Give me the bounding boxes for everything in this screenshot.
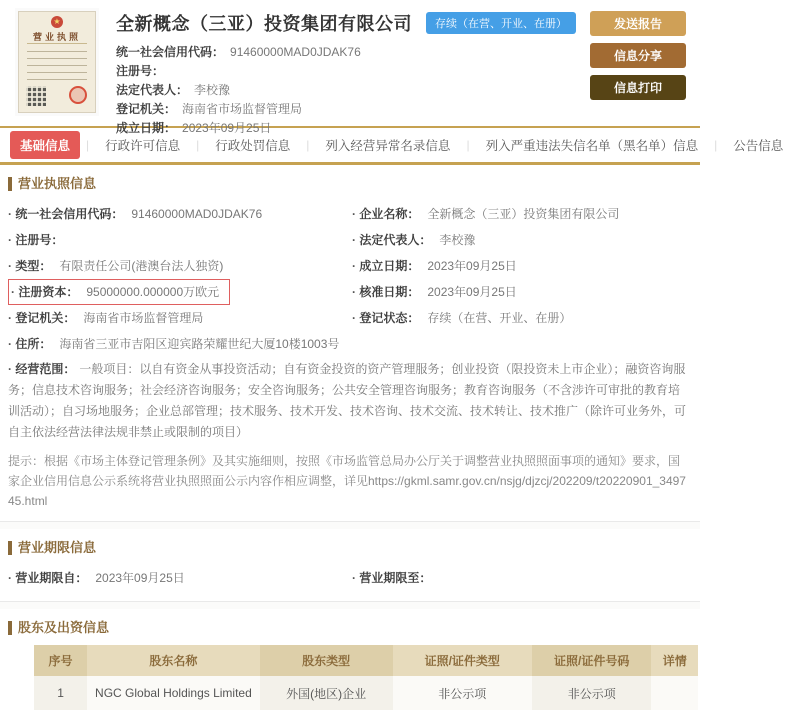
tab-admin-penalty[interactable]: 行政处罚信息 — [215, 139, 291, 153]
company-summary — [96, 8, 590, 135]
company-header — [0, 0, 700, 135]
cell-shareholder-type[interactable]: 外国(地区)企业 — [260, 676, 393, 713]
qr-code-icon — [26, 86, 46, 106]
table-header-row — [34, 645, 698, 676]
field-establish-date: · 成立日期： 2023年09月25日 — [352, 253, 686, 279]
field-approval-date: · 核准日期： 2023年09月25日 — [352, 279, 686, 305]
field-company-type: · 类型： 有限责任公司(港澳台法人独资) — [8, 253, 342, 279]
field-registry-authority: · 登记机关： 海南省市场监督管理局 — [8, 305, 342, 331]
field-reg-number: · 注册号： — [8, 227, 342, 253]
tab-announcements[interactable]: 公告信息 — [733, 139, 784, 153]
registered-capital-highlight-box: · 注册资本： 95000000.000000万欧元 — [8, 279, 230, 305]
shareholders-section-title: 股东及出资信息 — [8, 621, 686, 635]
field-registration-status: · 登记状态： 存续（在营、开业、在册） — [352, 305, 686, 331]
section-divider — [0, 601, 700, 609]
field-registered-capital — [8, 279, 342, 305]
header-field-reg-number: 注册号： — [116, 64, 165, 78]
cell-cert-number: 非公示项 — [532, 676, 652, 713]
print-info-button[interactable]: 信息打印 — [590, 75, 686, 100]
column-header-detail: 详情 — [651, 645, 698, 676]
info-tabbar — [0, 126, 784, 165]
tab-basic-info[interactable]: 基础信息 — [10, 131, 80, 159]
shareholders-table — [34, 645, 698, 716]
send-report-button[interactable]: 发送报告 — [590, 11, 686, 36]
license-section-title: 营业执照信息 — [8, 177, 686, 191]
term-section-title: 营业期限信息 — [8, 541, 686, 555]
column-header-shareholder-name: 股东名称 — [87, 645, 260, 676]
header-field-legal-rep: 法定代表人： 李校豫 — [116, 83, 231, 97]
license-fields-grid — [8, 201, 686, 331]
cell-detail — [651, 676, 698, 713]
status-badge: 存续（在营、开业、在册） — [426, 12, 576, 34]
tab-divider: | — [86, 138, 90, 152]
national-emblem-icon: ★ — [51, 16, 63, 28]
tab-divider: | — [466, 138, 470, 152]
company-name: 全新概念（三亚）投资集团有限公司 — [116, 14, 412, 34]
tab-abnormal-operations[interactable]: 列入经营异常名录信息 — [325, 139, 451, 153]
cell-shareholder-name: NGC Global Holdings Limited — [87, 676, 260, 713]
column-header-cert-number: 证照/证件号码 — [532, 645, 652, 676]
field-term-from: · 营业期限自： 2023年09月25日 — [8, 565, 342, 591]
business-term-section — [0, 529, 700, 601]
tab-divider: | — [196, 138, 200, 152]
license-hint-text: 提示：根据《市场主体登记管理条例》及其实施细则，按照《市场监管总局办公厅关于调整营业执照照面事项的通知》要求，国家企业信用信息公示系统将营业执照照面公示内容作相应调整，详见https://gkml.samr.gov.cn/nsjg/djzcj/202209/t20220901_349745.html — [8, 454, 686, 508]
field-credit-code: · 统一社会信用代码： 91460000MAD0JDAK76 — [8, 201, 342, 227]
business-license-thumbnail[interactable] — [18, 11, 96, 113]
section-divider — [0, 521, 700, 529]
tab-serious-violation-blacklist[interactable]: 列入严重违法失信名单（黑名单）信息 — [485, 139, 699, 153]
cell-cert-type: 非公示项 — [393, 676, 532, 713]
header-actions — [590, 8, 688, 120]
field-legal-rep: · 法定代表人： 李校豫 — [352, 227, 686, 253]
field-term-to: · 营业期限至： — [352, 565, 686, 591]
license-thumb-title: 营业执照 — [32, 32, 81, 42]
header-field-registry-authority: 登记机关： 海南省市场监督管理局 — [116, 102, 303, 116]
field-address: · 住所： 海南省三亚市吉阳区迎宾路荣耀世纪大厦10楼1003号 — [8, 331, 686, 357]
table-row — [34, 676, 698, 713]
tab-divider: | — [306, 138, 310, 152]
column-header-shareholder-type: 股东类型 — [260, 645, 393, 676]
red-seal-icon — [69, 86, 87, 104]
cell-index: 1 — [34, 676, 87, 713]
share-info-button[interactable]: 信息分享 — [590, 43, 686, 68]
shareholders-section — [0, 609, 700, 726]
header-field-credit-code: 统一社会信用代码： 91460000MAD0JDAK76 — [116, 45, 361, 59]
license-divider — [27, 43, 87, 44]
tab-divider: | — [714, 138, 718, 152]
tab-admin-license[interactable]: 行政许可信息 — [105, 139, 181, 153]
header-field-establish-date: 成立日期： 2023年09月25日 — [116, 121, 272, 135]
field-business-scope: · 经营范围： 一般项目：以自有资金从事投资活动；自有资金投资的资产管理服务；创业投资（限投资未上市企业）；融资咨询服务；信息技术咨询服务；社会经济咨询服务；安全咨询服务；公共安全管理咨询服务；教育咨询服务（不含涉许可审批的教育培训活动）；自习场地服务；企业总部管理；技术服务、技术开发、技术咨询、技术交流、技术转让、技术推广（除许可业务外，可自主依法经营法律法规非禁止或限制的项目） — [8, 359, 686, 443]
license-info-section — [0, 165, 700, 521]
column-header-index: 序号 — [34, 645, 87, 676]
field-company-name: · 企业名称： 全新概念（三亚）投资集团有限公司 — [352, 201, 686, 227]
column-header-cert-type: 证照/证件类型 — [393, 645, 532, 676]
license-text-lines — [27, 48, 87, 86]
